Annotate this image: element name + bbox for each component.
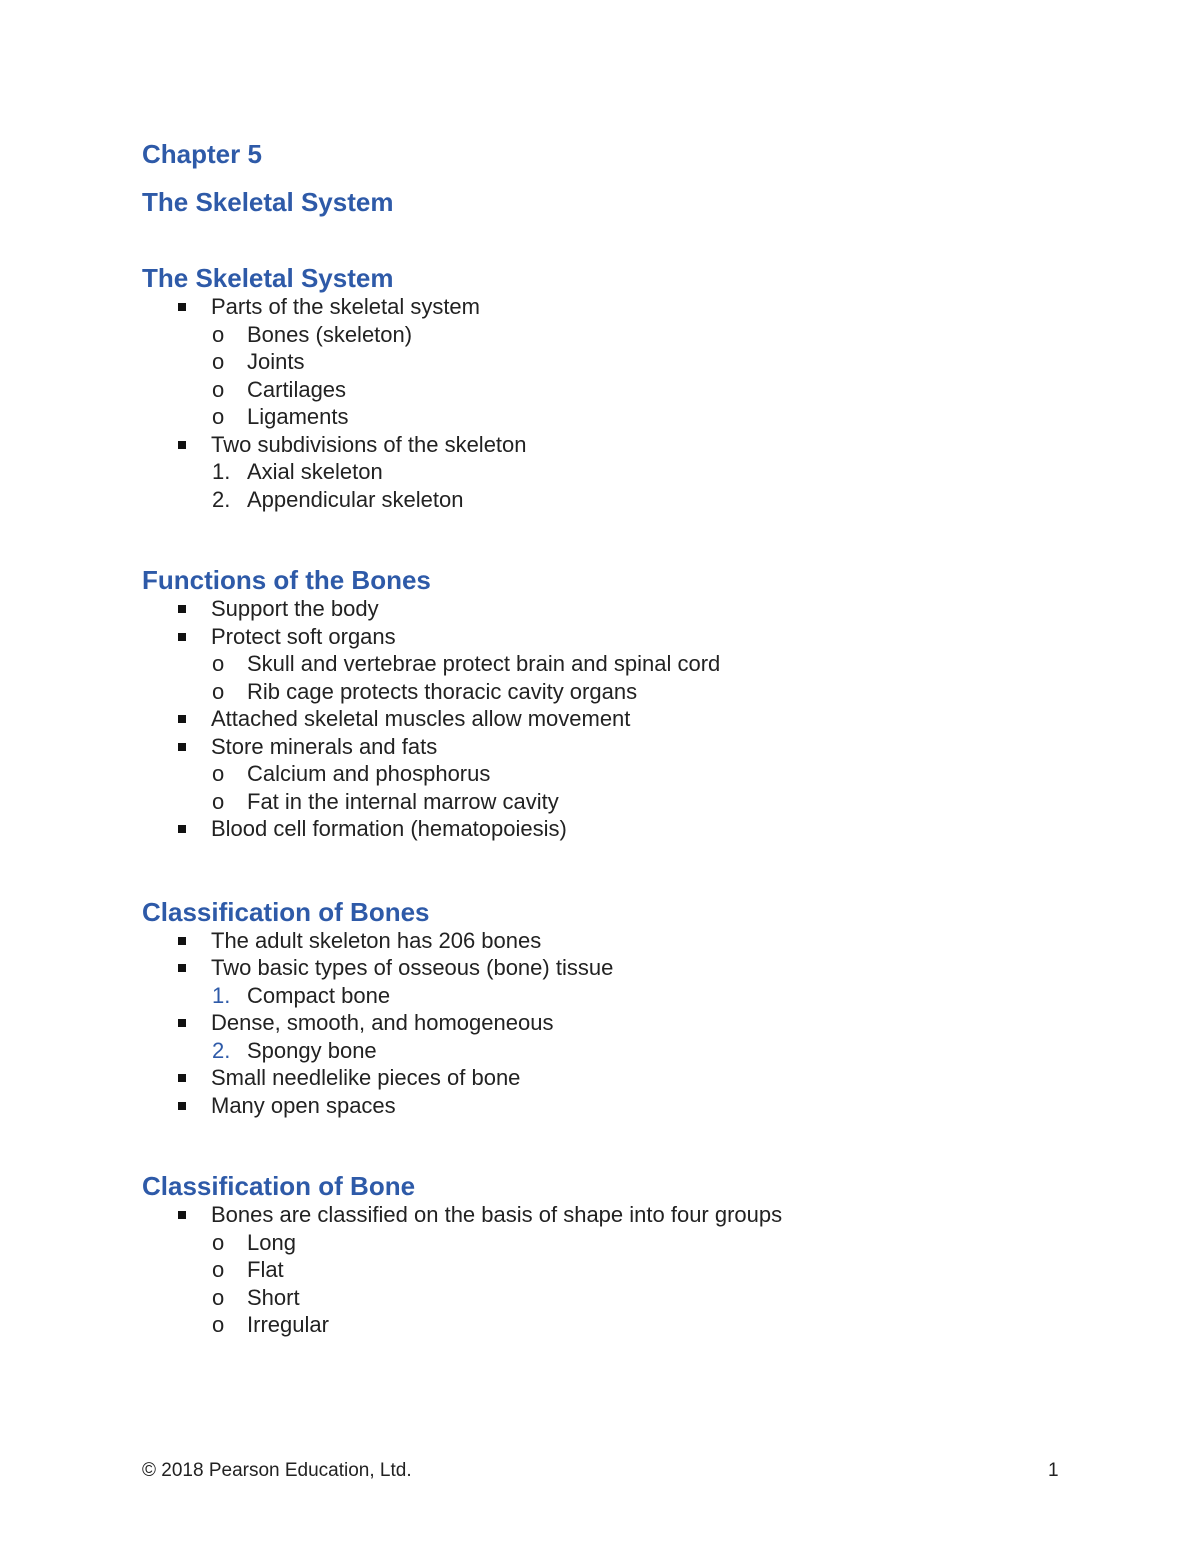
square-bullet-icon	[178, 964, 186, 972]
square-bullet-icon	[178, 633, 186, 641]
section	[142, 897, 1082, 1120]
section-heading: Classification of Bone	[142, 1171, 416, 1201]
footer-copyright: © 2018 Pearson Education, Ltd.	[142, 1460, 412, 1481]
circle-bullet-icon: o	[212, 349, 225, 374]
list-item-text: Bones (skeleton)	[247, 321, 413, 347]
list-item-text: Protect soft organs	[211, 623, 396, 649]
square-bullet-icon	[178, 1074, 186, 1082]
list-item-text: Appendicular skeleton	[247, 486, 464, 512]
square-bullet-icon	[178, 715, 186, 723]
bullet-list	[142, 293, 1082, 513]
list-item	[142, 954, 1082, 982]
chapter-title: Chapter 5	[142, 139, 262, 169]
list-item-text: Skull and vertebrae protect brain and spinal cord	[247, 651, 721, 676]
section-spacer	[142, 843, 1082, 897]
list-item	[142, 348, 1082, 376]
circle-bullet-icon: o	[212, 1284, 225, 1310]
circle-bullet-icon: o	[212, 651, 225, 676]
footer-page-number: 1	[1048, 1460, 1059, 1481]
list-item-text: Two subdivisions of the skeleton	[211, 431, 527, 457]
document-content	[142, 138, 1082, 1339]
list-item-text: Compact bone	[247, 982, 391, 1008]
square-bullet-icon	[178, 441, 186, 449]
list-item	[142, 927, 1082, 955]
list-number: 1.	[212, 459, 231, 484]
section-spacer	[142, 513, 1082, 565]
list-item	[142, 1284, 1082, 1312]
list-item-text: Spongy bone	[247, 1037, 377, 1063]
list-item	[142, 678, 1082, 706]
list-item-text: Parts of the skeletal system	[211, 294, 480, 319]
list-item-text: The adult skeleton has 206 bones	[211, 927, 542, 953]
list-number: 2.	[212, 1037, 231, 1063]
list-item	[142, 486, 1082, 514]
list-item	[142, 982, 1082, 1010]
circle-bullet-icon: o	[212, 788, 225, 814]
list-item-text: Blood cell formation (hematopoiesis)	[211, 816, 567, 841]
bullet-list	[142, 927, 1082, 1120]
list-item	[142, 1256, 1082, 1284]
list-item-text: Bones are classified on the basis of shape into four groups	[211, 1202, 783, 1227]
list-item	[142, 650, 1082, 678]
list-item-text: Dense, smooth, and homogeneous	[211, 1010, 554, 1035]
section-heading: The Skeletal System	[142, 263, 394, 293]
list-item	[142, 733, 1082, 761]
section	[142, 263, 1082, 513]
square-bullet-icon	[178, 303, 186, 311]
circle-bullet-icon: o	[212, 761, 225, 786]
square-bullet-icon	[178, 937, 186, 945]
list-item	[142, 1201, 1082, 1229]
section	[142, 565, 1082, 843]
list-item-text: Attached skeletal muscles allow movement	[211, 706, 631, 731]
square-bullet-icon	[178, 1211, 186, 1219]
list-item-text: Support the body	[211, 596, 379, 621]
list-item-text: Cartilages	[247, 376, 347, 402]
section-heading: Classification of Bones	[142, 896, 430, 927]
list-item-text: Fat in the internal marrow cavity	[247, 788, 559, 814]
list-item	[142, 376, 1082, 404]
list-item-text: Calcium and phosphorus	[247, 761, 491, 786]
list-item	[142, 788, 1082, 816]
square-bullet-icon	[178, 605, 186, 613]
list-item-text: Small needlelike pieces of bone	[211, 1065, 521, 1090]
list-item	[142, 1311, 1082, 1339]
list-item	[142, 1092, 1082, 1120]
section-heading: Functions of the Bones	[142, 565, 431, 595]
square-bullet-icon	[178, 1019, 186, 1027]
list-item	[142, 293, 1082, 321]
document-title: The Skeletal System	[142, 187, 394, 217]
list-item-text: Rib cage protects thoracic cavity organs	[247, 678, 638, 704]
list-item	[142, 623, 1082, 651]
section-spacer	[142, 1119, 1082, 1171]
circle-bullet-icon: o	[212, 1257, 225, 1282]
list-item-text: Ligaments	[247, 404, 349, 429]
section	[142, 1171, 1082, 1339]
circle-bullet-icon: o	[212, 404, 225, 429]
square-bullet-icon	[178, 743, 186, 751]
list-item	[142, 403, 1082, 431]
list-item	[142, 1064, 1082, 1092]
list-item-text: Long	[247, 1229, 296, 1255]
circle-bullet-icon: o	[212, 321, 225, 347]
list-item	[142, 1037, 1082, 1065]
list-item-text: Axial skeleton	[247, 459, 383, 484]
list-item-text: Joints	[247, 349, 305, 374]
circle-bullet-icon: o	[212, 1312, 225, 1337]
list-item	[142, 815, 1082, 843]
sections-container	[142, 263, 1082, 1339]
circle-bullet-icon: o	[212, 376, 225, 402]
list-item	[142, 431, 1082, 459]
list-item	[142, 760, 1082, 788]
circle-bullet-icon: o	[212, 1229, 225, 1255]
list-item	[142, 1009, 1082, 1037]
square-bullet-icon	[178, 1102, 186, 1110]
list-item	[142, 321, 1082, 349]
list-item	[142, 1229, 1082, 1257]
list-item-text: Many open spaces	[211, 1092, 396, 1118]
list-item-text: Short	[247, 1284, 300, 1310]
list-item	[142, 705, 1082, 733]
square-bullet-icon	[178, 825, 186, 833]
list-item-text: Store minerals and fats	[211, 733, 438, 759]
list-item	[142, 595, 1082, 623]
list-item-text: Two basic types of osseous (bone) tissue	[211, 955, 614, 980]
list-number: 1.	[212, 982, 231, 1008]
list-number: 2.	[212, 486, 231, 512]
bullet-list	[142, 595, 1082, 843]
bullet-list	[142, 1201, 1082, 1339]
list-item-text: Flat	[247, 1257, 284, 1282]
list-item-text: Irregular	[247, 1312, 329, 1337]
circle-bullet-icon: o	[212, 678, 225, 704]
list-item	[142, 458, 1082, 486]
